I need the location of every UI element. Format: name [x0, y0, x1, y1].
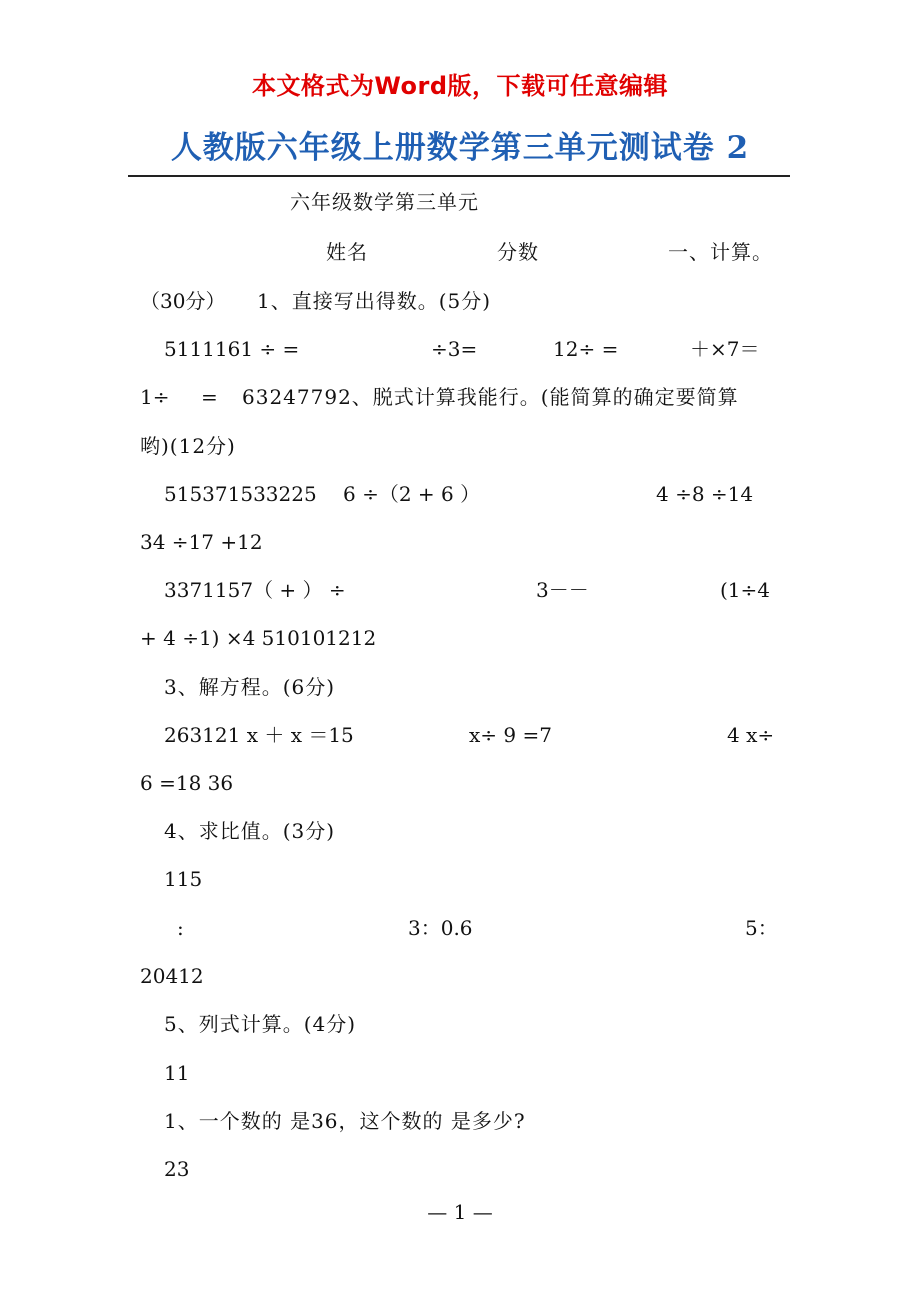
q1-expr: ÷3=: [431, 337, 478, 361]
q1-expr-cont: =: [201, 385, 218, 409]
q2-expr: 3371157（ + ） ÷: [164, 578, 346, 602]
q3-expr: x÷ 9 =7: [469, 723, 552, 747]
q3-expr: 4 x÷: [727, 723, 775, 747]
q2-expr-cont: 34 ÷17 +12: [140, 530, 263, 554]
q1-expr: ＋×7＝: [690, 337, 760, 361]
score-label: 分数: [497, 240, 539, 264]
q1-expr: 5111161 ÷ =: [164, 337, 300, 361]
q2-expr: (1÷4: [720, 578, 771, 602]
q1-heading: 1、直接写出得数。(5分): [257, 289, 492, 313]
document-title: 人教版六年级上册数学第三单元测试卷 2: [170, 130, 750, 166]
name-label: 姓名: [326, 240, 368, 264]
title-divider: [128, 175, 790, 177]
q4-heading: 4、求比值。(3分): [164, 819, 336, 843]
q4-number: 115: [164, 867, 203, 891]
q2-heading-cont: 哟)(12分): [140, 434, 236, 458]
q5-number: 11: [164, 1061, 190, 1085]
q2-expr: 6 ÷（2 + 6 ）: [343, 482, 481, 506]
section1-heading: 一、计算。: [668, 240, 773, 264]
q2-expr: 3－－: [536, 578, 589, 602]
q2-expr: 4 ÷8 ÷14: [656, 482, 754, 506]
q3-expr: 263121 x ＋ x ＝15: [164, 723, 354, 747]
q4-expr-cont: 20412: [140, 964, 204, 988]
q3-heading: 3、解方程。(6分): [164, 675, 336, 699]
q5-item: 1、一个数的 是36，这个数的 是多少?: [164, 1109, 526, 1133]
q4-expr: 3：0.6: [408, 916, 473, 940]
format-banner: 本文格式为Word版，下载可任意编辑: [251, 72, 669, 100]
section1-points: （30分）: [140, 289, 226, 313]
q5-number: 23: [164, 1157, 190, 1181]
page-number: — 1 —: [427, 1200, 493, 1224]
q2-expr-cont: + 4 ÷1) ×4 510101212: [140, 626, 377, 650]
q5-heading: 5、列式计算。(4分): [164, 1012, 357, 1036]
subtitle: 六年级数学第三单元: [290, 190, 479, 214]
q3-expr-cont: 6 =18 36: [140, 771, 234, 795]
q4-expr: :: [177, 916, 184, 940]
q1-expr: 12÷ =: [553, 337, 619, 361]
q2-heading: 63247792、脱式计算我能行。(能简算的确定要简算: [242, 385, 739, 409]
q1-expr-cont: 1÷: [140, 385, 170, 409]
q2-expr: 515371533225: [164, 482, 317, 506]
q4-expr: 5：: [745, 916, 778, 940]
